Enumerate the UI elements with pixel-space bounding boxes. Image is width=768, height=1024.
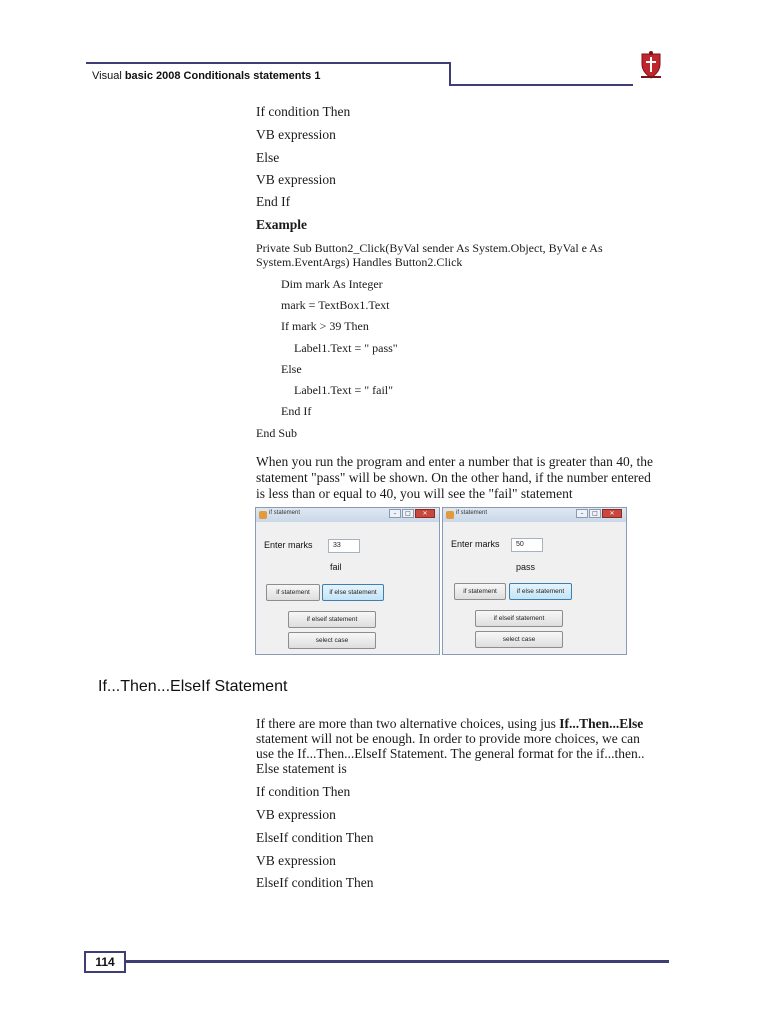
marks-input[interactable]: 50 bbox=[511, 538, 543, 552]
window-title: if statement bbox=[456, 510, 488, 516]
syntax-line: VB expression bbox=[256, 853, 336, 868]
if-else-statement-button[interactable]: if else statement bbox=[509, 583, 572, 600]
app-icon bbox=[446, 511, 454, 519]
maximize-icon[interactable]: □ bbox=[402, 509, 414, 518]
header-rule-right bbox=[450, 84, 633, 86]
window-client-area bbox=[258, 522, 437, 652]
select-case-button[interactable]: select case bbox=[288, 632, 376, 649]
close-icon[interactable]: ✕ bbox=[602, 509, 622, 518]
result-label: pass bbox=[516, 562, 536, 572]
code-line: Else bbox=[281, 362, 302, 376]
university-crest-icon bbox=[636, 50, 666, 80]
window-controls bbox=[389, 509, 435, 518]
explanation-line: When you run the program and enter a number that is greater than 40, the bbox=[256, 454, 653, 469]
window-titlebar bbox=[443, 508, 626, 522]
intro-line bbox=[256, 716, 680, 732]
window-title: if statement bbox=[269, 510, 301, 516]
app-window-screenshot-pass bbox=[442, 507, 627, 655]
header-rule-step bbox=[449, 62, 451, 86]
syntax-line: End If bbox=[256, 194, 291, 209]
select-case-button[interactable]: select case bbox=[475, 631, 563, 648]
intro-line: statement will not be enough. In order to provide more choices, we can bbox=[256, 731, 640, 746]
intro-line: Else statement is bbox=[256, 761, 347, 776]
code-line: Dim mark As Integer bbox=[281, 277, 383, 291]
syntax-line: VB expression bbox=[256, 807, 336, 822]
page-number: 114 bbox=[84, 951, 126, 973]
explanation-line: is less than or equal to 40, you will see the "fail" statement bbox=[256, 486, 573, 501]
running-header bbox=[92, 70, 320, 82]
intro-text: If there are more than two alternative choices, using jus bbox=[256, 716, 560, 731]
minimize-icon[interactable]: – bbox=[389, 509, 401, 518]
if-statement-button[interactable]: if statement bbox=[454, 583, 506, 600]
maximize-icon[interactable]: □ bbox=[589, 509, 601, 518]
code-line: End Sub bbox=[256, 426, 298, 440]
app-window-screenshot-fail bbox=[255, 507, 440, 655]
section-heading: If...Then...ElseIf Statement bbox=[98, 678, 288, 695]
if-elseif-statement-button[interactable]: if elseif statement bbox=[475, 610, 563, 627]
header-rule-left bbox=[86, 62, 450, 64]
code-line: System.EventArgs) Handles Button2.Click bbox=[256, 255, 463, 269]
code-line: If mark > 39 Then bbox=[281, 319, 369, 333]
syntax-line: Else bbox=[256, 150, 280, 165]
enter-marks-label: Enter marks bbox=[264, 540, 313, 550]
intro-keyword: If...Then...Else bbox=[559, 716, 644, 731]
enter-marks-label: Enter marks bbox=[451, 539, 500, 549]
if-elseif-statement-button[interactable]: if elseif statement bbox=[288, 611, 376, 628]
result-label: fail bbox=[330, 562, 342, 572]
header-prefix: Visual bbox=[92, 70, 125, 82]
example-heading: Example bbox=[256, 217, 308, 232]
window-controls bbox=[576, 509, 622, 518]
if-statement-button[interactable]: if statement bbox=[266, 584, 320, 601]
window-titlebar bbox=[256, 508, 439, 522]
explanation-line: statement "pass" will be shown. On the other hand, if the number entered bbox=[256, 470, 651, 485]
code-line: mark = TextBox1.Text bbox=[281, 298, 390, 312]
code-line: Label1.Text = " pass" bbox=[294, 341, 398, 355]
close-icon[interactable]: ✕ bbox=[415, 509, 435, 518]
intro-line: use the If...Then...ElseIf Statement. The general format for the if...then.. bbox=[256, 746, 645, 761]
marks-input[interactable]: 33 bbox=[328, 539, 360, 553]
app-icon bbox=[259, 511, 267, 519]
syntax-line: ElseIf condition Then bbox=[256, 875, 374, 890]
footer-rule bbox=[126, 960, 669, 963]
if-else-statement-button[interactable]: if else statement bbox=[322, 584, 384, 601]
syntax-line: If condition Then bbox=[256, 784, 351, 799]
header-title-bold: basic 2008 Conditionals statements 1 bbox=[124, 70, 321, 82]
syntax-line: VB expression bbox=[256, 127, 336, 142]
syntax-line: ElseIf condition Then bbox=[256, 830, 374, 845]
minimize-icon[interactable]: – bbox=[576, 509, 588, 518]
code-line: Label1.Text = " fail" bbox=[294, 383, 394, 397]
syntax-line: VB expression bbox=[256, 172, 336, 187]
code-line: End If bbox=[281, 404, 312, 418]
window-client-area bbox=[445, 522, 624, 652]
syntax-line: If condition Then bbox=[256, 104, 351, 119]
code-line: Private Sub Button2_Click(ByVal sender As System.Object, ByVal e As bbox=[256, 241, 603, 255]
